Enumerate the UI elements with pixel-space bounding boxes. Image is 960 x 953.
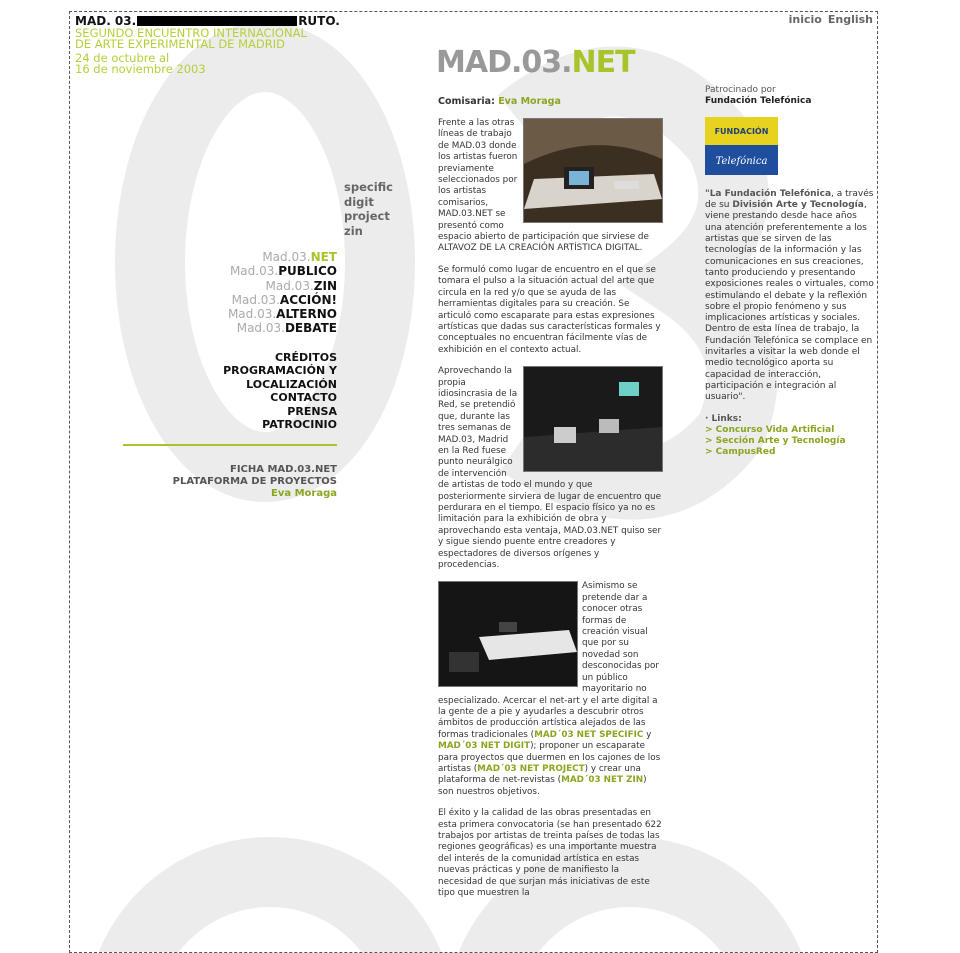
sponsor-name: Fundación Telefónica (705, 96, 812, 107)
link-vida-artificial[interactable]: > Concurso Vida Artificial (705, 424, 835, 435)
contacto-link[interactable]: CONTACTO (270, 391, 337, 405)
site-title: MAD. 03. RUTO. (75, 14, 340, 28)
main-text (438, 118, 663, 909)
site-subtitle: SEGUNDO ENCUENTRO INTERNACIONAL DE ARTE EXPERIMENTAL DE MADRID (75, 26, 307, 51)
ficha-curator: Eva Moraga (271, 488, 337, 499)
sponsored-by-label: Patrocinado por (705, 85, 776, 95)
divider-line (123, 444, 337, 446)
menu-item-net[interactable]: Mad.03.NET (262, 250, 337, 264)
sponsor-quote: "La Fundación Telefónica, a través de su División Arte y Tecnología, viene prestando desde hace años una atención preferentemente a los artistas que se sirven de las tecnologías de la información y las comunicaciones en sus creaciones, tanto produciendo y presentando exposiciones reales o virtuales, como estimulando el debate y la reflexión sobre el propio fenómeno y sus implicaciones artísticas y sociales. Dentro de esta línea de trabajo, la Fundación Telefónica se complace en invitarles a visitar la web donde el medio tecnológico aporta su capacidad de interacción, participación e integración al usuario". (705, 188, 874, 403)
section-logo: MAD.03.NET (436, 45, 635, 80)
ficha-subtitle: PLATAFORMA DE PROYECTOS (172, 476, 337, 487)
menu-item-accion[interactable]: Mad.03.ACCIÓN! (231, 292, 337, 307)
link-campusred[interactable]: > CampusRed (705, 447, 776, 458)
menu-item-debate[interactable]: Mad.03.DEBATE (236, 321, 337, 336)
programacion-link[interactable]: PROGRAMACIÓN Y LOCALIZACIÓN (223, 364, 337, 391)
paragraph-3: Aprovechando la propia idiosincrasia de la Red, se pretendió que, durante las tres semanas de MAD.03, Madrid en la Red fuese punto neurálgico de intervención de artistas de todo el mundo y que posteriormente sirviera de lugar de encuentro que perdurara en el tiempo. El espacio físico ya no es limitación para la exhibición de obra y aprovechando esta ventaja, MAD.03.NET quiso ser y sigue siendo puente entre creadores y espectadores de diversos orígenes y procedencias. (438, 366, 662, 571)
patrocinio-link[interactable]: PATROCINIO (262, 418, 337, 432)
link-net-project[interactable]: MAD´03 NET PROJECT (477, 763, 585, 774)
menu-item-alterno[interactable]: Mad.03.ALTERNO (227, 307, 337, 322)
submenu-digit[interactable]: digit (344, 194, 374, 209)
main-menu (200, 250, 337, 336)
exhibition-photo-1 (523, 118, 663, 223)
menu-item-publico[interactable]: Mad.03.PUBLICO (229, 264, 337, 279)
paragraph-2: Se formuló como lugar de encuentro en el que se tomara el pulso a la situación actual del arte que circula en la red y/o que se ayuda de las herramientas digitales para su creación. Se articuló como escaparate para estas expresiones artísticas que dadas sus características formales y conceptuales no encuentran fácilmente vías de exhibición en el contexto actual. (438, 264, 661, 355)
svg-text:Telefónica: Telefónica (715, 155, 768, 167)
secondary-menu (130, 351, 337, 431)
sponsor-sidebar (705, 85, 875, 459)
submenu-specific[interactable]: specific (344, 180, 393, 194)
submenu-project[interactable]: project (344, 209, 390, 223)
link-net-specific[interactable]: MAD´03 NET SPECIFIC (534, 729, 644, 740)
curator-name[interactable]: Eva Moraga (498, 96, 561, 107)
fundacion-telefonica-logo[interactable] (705, 117, 778, 175)
svg-text:FUNDACIÓN: FUNDACIÓN (714, 126, 769, 136)
ficha-block (130, 464, 337, 500)
curator-line: Comisaria: Eva Moraga (438, 96, 561, 107)
net-submenu (344, 180, 393, 238)
menu-item-zin[interactable]: Mad.03.ZIN (265, 278, 337, 293)
submenu-zin[interactable]: zin (344, 223, 363, 238)
inicio-link[interactable]: inicio (788, 13, 822, 26)
link-net-zin[interactable]: MAD´03 NET ZIN (561, 775, 644, 786)
prensa-link[interactable]: PRENSA (287, 404, 337, 418)
english-link[interactable]: English (827, 13, 873, 26)
exhibition-photo-3 (438, 581, 578, 687)
ficha-title: FICHA MAD.03.NET (229, 464, 337, 475)
top-links (783, 13, 873, 26)
paragraph-5: El éxito y la calidad de las obras presentadas en esta primera convocatoria (se han presentado 622 trabajos por artistas de treinta países de todas las regiones geográficas) es una importante muestra del interés de la comunidad artística en estas nuevas prácticas y pone de manifiesto la necesidad de que surjan más iniciativas de este tipo que muestren la (438, 808, 662, 898)
link-net-digit[interactable]: MAD´03 NET DIGIT (438, 741, 531, 752)
sponsor-links: · Links: > Concurso Vida Artificial > Sección Arte y Tecnología > CampusRed (705, 414, 875, 459)
redacted-block (137, 16, 297, 26)
event-dates: 24 de octubre al 16 de noviembre 2003 (75, 51, 206, 76)
exhibition-photo-2 (523, 366, 663, 472)
link-arte-tecnologia[interactable]: > Sección Arte y Tecnología (705, 436, 846, 447)
creditos-link[interactable]: CRÉDITOS (274, 351, 337, 364)
paragraph-1: Frente a las otras líneas de trabajo de MAD.03 donde los artistas fueron previamente seleccionados por los artistas comisarios, MAD.03.NET se presentó como espacio abierto de participación que sirviese de ALTAVOZ DE LA CREACIÓN ARTÍSTICA DIGITAL. (438, 118, 649, 254)
paragraph-4: Asimismo se pretende dar a conocer otras formas de creación visual que por su novedad son desconocidas por un público mayoritario no especializado. Acercar el net-art y el arte digital a la gente de a pie y ayudarles a descubrir otros ámbitos de producción artística alejados de las formas tradicionales (MAD´03 NET SPECIFIC y MAD´03 NET DIGIT); proponer un escaparate para proyectos que duermen en los cajones de los artistas (MAD´03 NET PROJECT) y crear una plataforma de net-revistas (MAD´03 NET ZIN) son nuestros objetivos. (438, 581, 661, 797)
page-frame (69, 11, 878, 953)
